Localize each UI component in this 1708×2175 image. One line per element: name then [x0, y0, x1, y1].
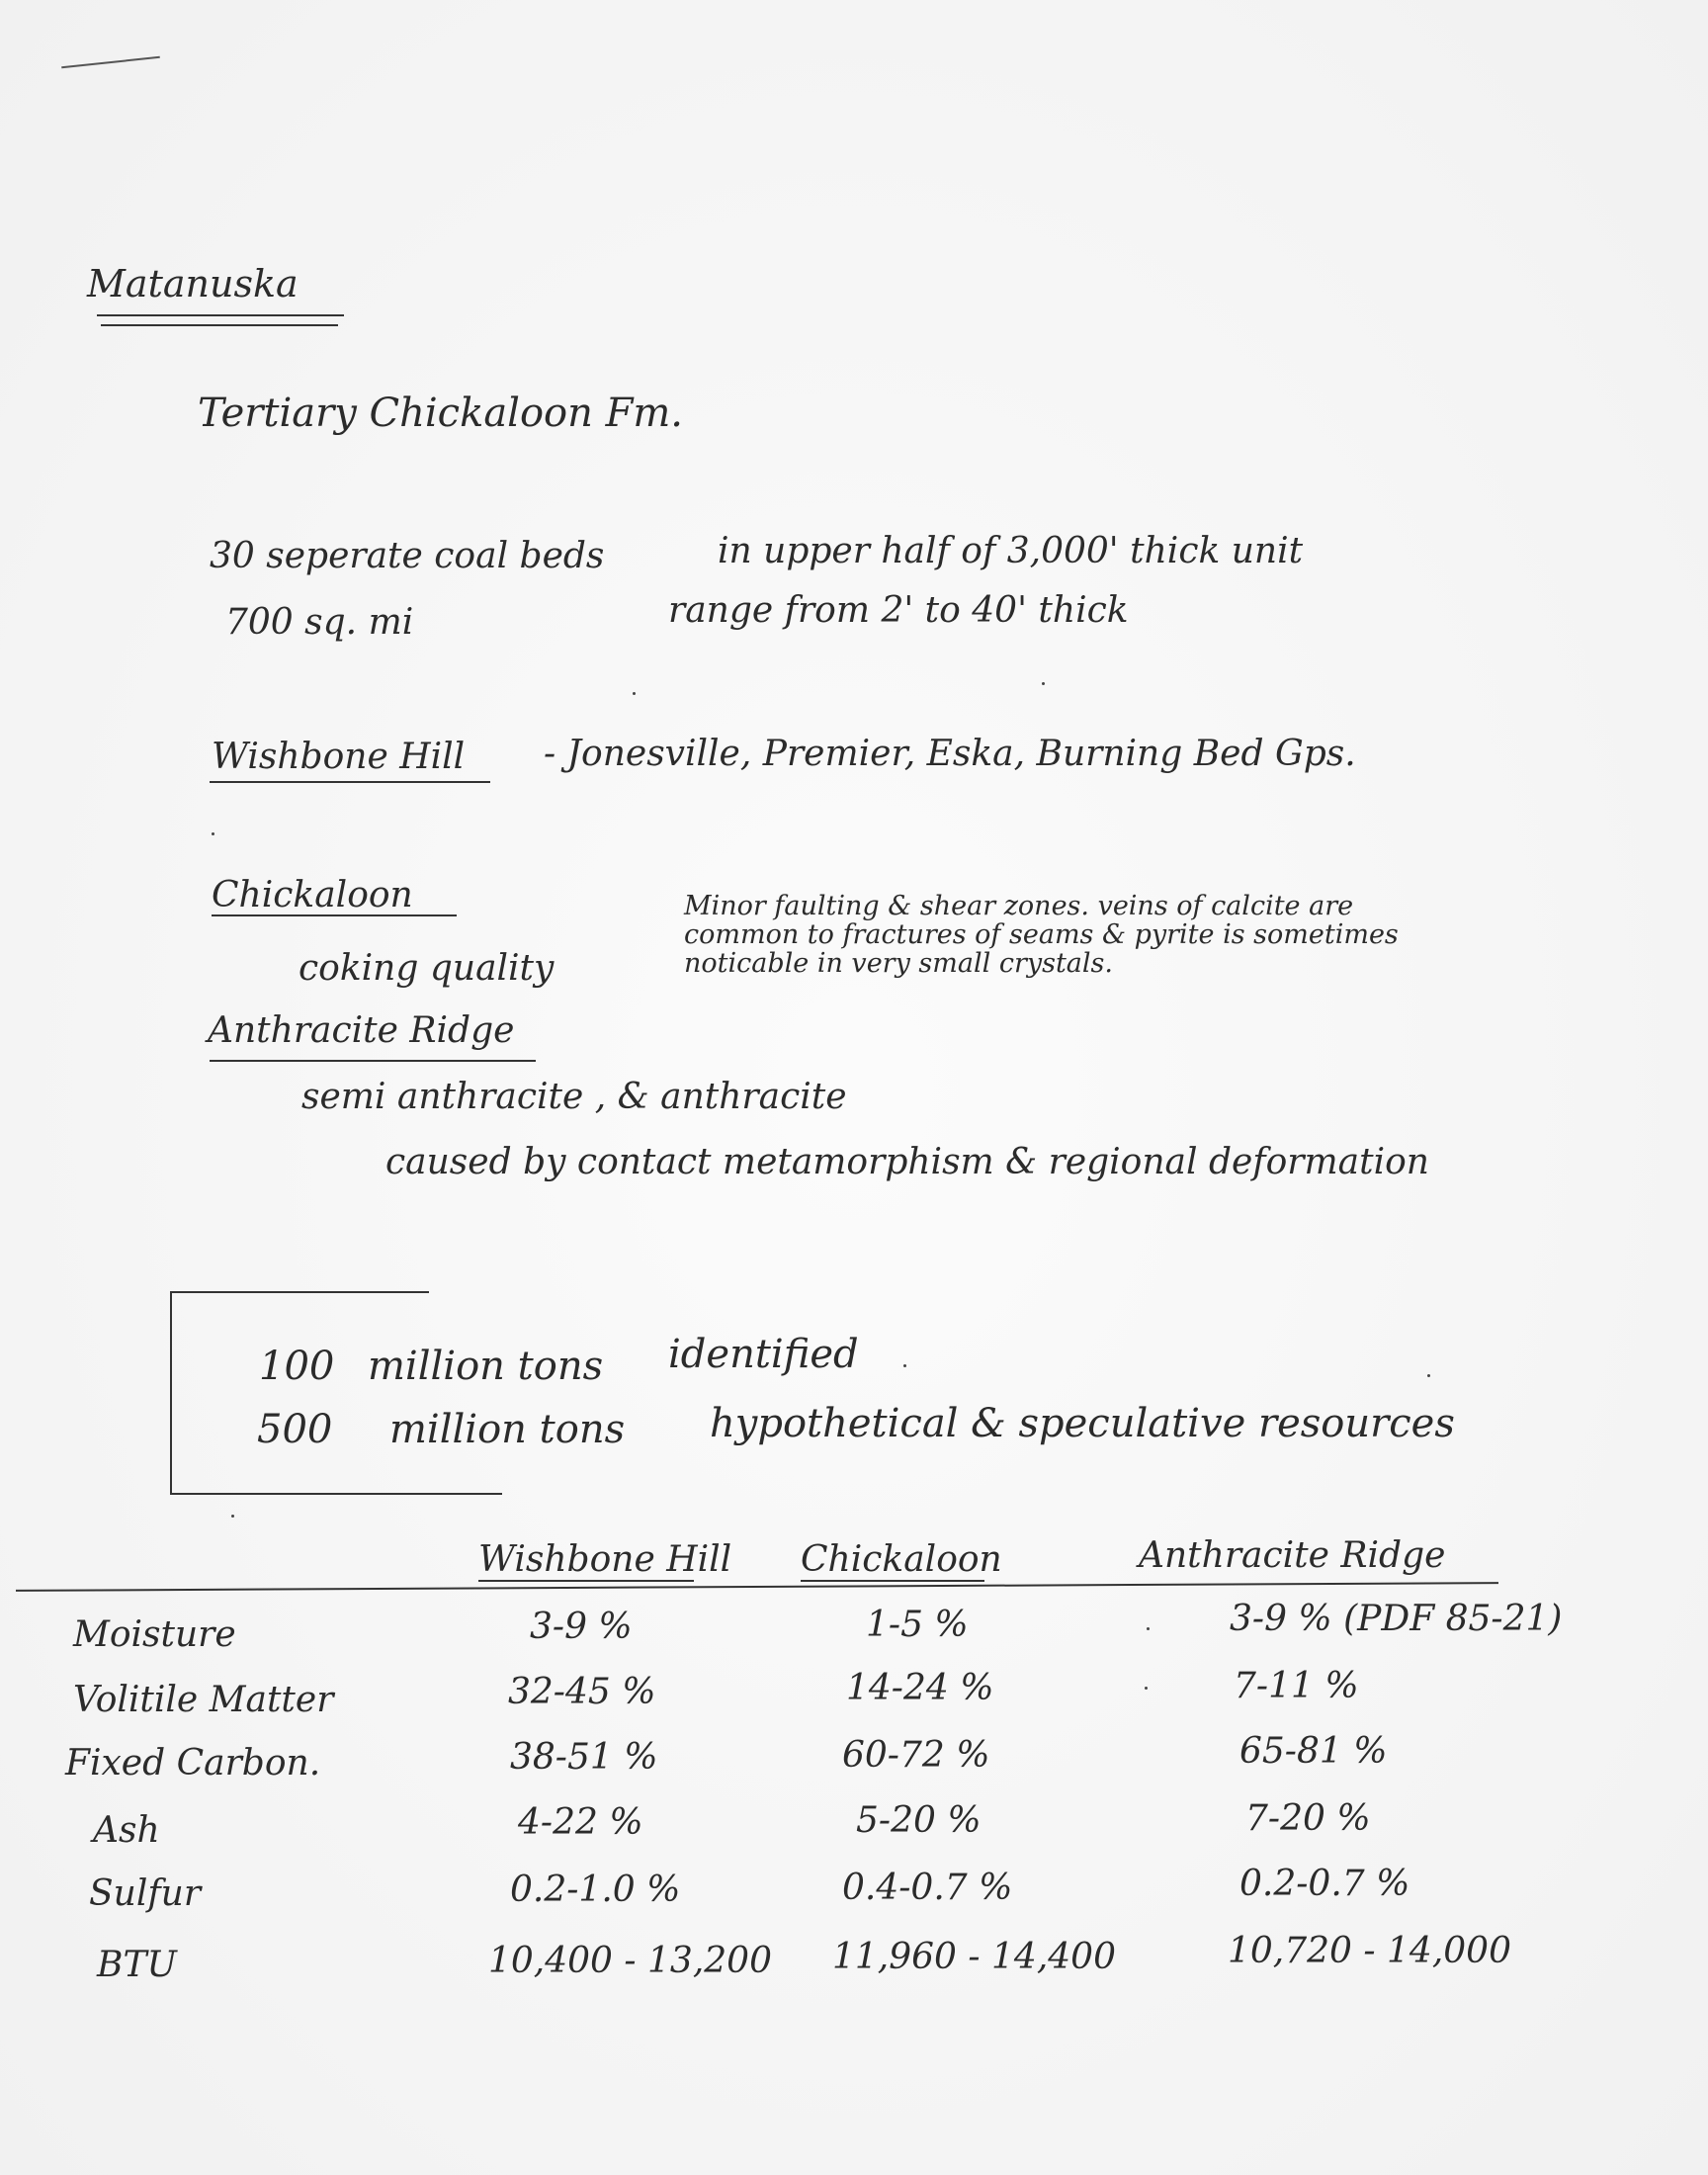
row-label-ash: Ash	[93, 1810, 160, 1851]
wishbone-hill-label: Wishbone Hill	[212, 737, 466, 777]
hypothetical-label: hypothetical & speculative resources	[710, 1401, 1455, 1446]
cell: 7-20 %	[1245, 1798, 1371, 1839]
thickness-range: range from 2' to 40' thick	[668, 590, 1129, 631]
column-header-chickaloon: Chickaloon	[801, 1539, 1002, 1580]
column-header-wishbone-hill: Wishbone Hill	[478, 1539, 732, 1580]
anthracite-ridge-rank: semi anthracite , & anthracite	[301, 1077, 847, 1117]
column-header-wishbone-hill-underline	[478, 1580, 694, 1582]
formation-title: Tertiary Chickaloon Fm.	[198, 391, 683, 436]
cell: 38-51 %	[510, 1737, 658, 1778]
pen-mark	[61, 56, 160, 68]
wishbone-hill-underline	[210, 781, 490, 783]
cell: 10,400 - 13,200	[488, 1941, 772, 1981]
chickaloon-note-2: common to fractures of seams & pyrite is sometimes	[684, 919, 1399, 950]
hypothetical-unit: million tons	[389, 1407, 626, 1452]
hypothetical-amount: 500	[257, 1407, 333, 1452]
scan-speck	[1147, 1627, 1150, 1630]
page-heading: Matanuska	[87, 262, 299, 305]
identified-unit: million tons	[368, 1344, 604, 1389]
cell: 0.2-0.7 %	[1239, 1864, 1410, 1904]
scan-speck	[1427, 1374, 1430, 1377]
row-label-btu: BTU	[97, 1945, 177, 1985]
cell: 4-22 %	[518, 1802, 643, 1843]
column-header-anthracite-ridge: Anthracite Ridge	[1139, 1535, 1446, 1576]
chickaloon-note-1: Minor faulting & shear zones. veins of calcite are	[684, 891, 1354, 921]
cell: 7-11 %	[1234, 1666, 1359, 1706]
cell: 3-9 % (PDF 85-21)	[1230, 1599, 1563, 1639]
identified-amount: 100	[259, 1344, 335, 1389]
row-label-sulfur: Sulfur	[89, 1873, 202, 1914]
scan-speck	[903, 1364, 906, 1367]
anthracite-ridge-label: Anthracite Ridge	[208, 1010, 515, 1051]
coal-beds-text: 30 seperate coal beds	[210, 536, 605, 576]
scan-speck	[1145, 1687, 1148, 1690]
cell: 1-5 %	[866, 1605, 969, 1645]
cell: 14-24 %	[846, 1668, 994, 1708]
heading-underline	[97, 314, 344, 316]
cell: 65-81 %	[1239, 1731, 1388, 1772]
chickaloon-underline	[212, 914, 457, 916]
anthracite-ridge-underline	[210, 1060, 536, 1062]
scan-speck	[212, 832, 214, 835]
cell: 32-45 %	[508, 1672, 656, 1712]
identified-label: identified	[668, 1332, 859, 1377]
scan-speck	[1042, 682, 1045, 685]
cell: 60-72 %	[842, 1735, 990, 1776]
cell: 11,960 - 14,400	[832, 1937, 1116, 1977]
scan-speck	[231, 1515, 234, 1518]
resources-box-top	[170, 1291, 429, 1293]
chickaloon-label: Chickaloon	[212, 875, 413, 915]
wishbone-hill-groups: - Jonesville, Premier, Eska, Burning Bed Gps.	[544, 734, 1356, 774]
cell: 0.2-1.0 %	[510, 1870, 681, 1910]
anthracite-ridge-cause: caused by contact metamorphism & regional deformation	[385, 1142, 1429, 1182]
resources-box-left	[170, 1291, 172, 1495]
scan-speck	[633, 692, 636, 695]
coal-beds-location: in upper half of 3,000' thick unit	[718, 531, 1304, 571]
table-rule	[16, 1582, 1498, 1592]
row-label-volitile-matter: Volitile Matter	[73, 1680, 334, 1720]
chickaloon-quality: coking quality	[299, 948, 555, 989]
chickaloon-note-3: noticable in very small crystals.	[684, 948, 1113, 979]
resources-box-bottom	[170, 1493, 502, 1495]
cell: 0.4-0.7 %	[842, 1868, 1013, 1908]
area-text: 700 sq. mi	[225, 602, 414, 643]
cell: 10,720 - 14,000	[1228, 1931, 1511, 1971]
cell: 3-9 %	[530, 1607, 633, 1647]
row-label-moisture: Moisture	[73, 1614, 236, 1655]
row-label-fixed-carbon: Fixed Carbon.	[65, 1743, 321, 1784]
cell: 5-20 %	[856, 1800, 982, 1841]
heading-underline-2	[101, 324, 338, 326]
column-header-chickaloon-underline	[801, 1580, 984, 1582]
